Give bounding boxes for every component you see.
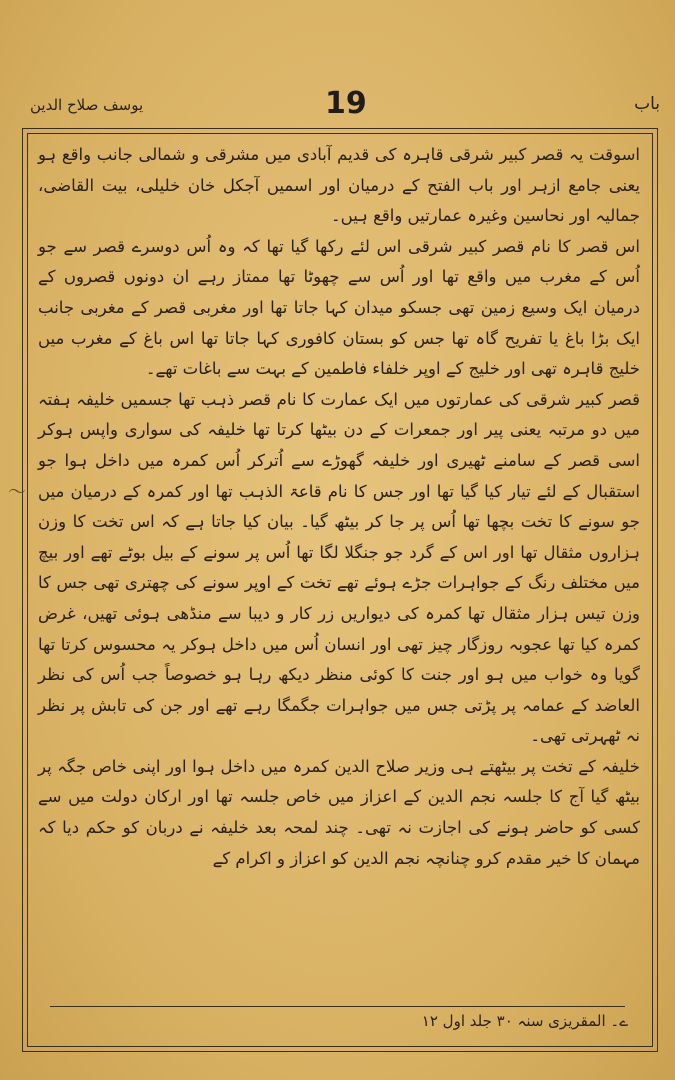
book-title: یوسف صلاح الدین <box>30 96 144 114</box>
paragraph: قصر کبیر شرقی کی عمارتوں میں ایک عمارت کا نام قصر ذہب تھا جسمیں خلیفہ ہفتہ میں دو مرتبہ یعنی پیر اور جمعرات کے دن بیٹھا کرتا تھا خلیفہ کی سواری واپس ہوکر اسی قصر کے سامنے ٹھیری اور خلیفہ گھوڑے سے اُترکر اُس کمرہ میں داخل ہوا جو استقبال کے لئے تیار کیا گیا تھا اور جس کا نام قاعۃ الذہب تھا اور کمرہ کے درمیان میں جو سونے کا تخت بچھا تھا اُس پر جا کر بیٹھ گیا۔ بیان کیا جاتا ہے کہ اس تخت کا وزن ہزاروں مثقال تھا اور اس کے گرد جو جنگلا لگا تھا اُس پر سونے کے بیل بوٹے تھے اور بیچ میں مختلف رنگ کے جواہرات جڑے ہوئے تھے تخت کے اوپر سونے کی چھتری تھی جس کا وزن تیس ہزار مثقال تھا کمرہ کی دیواریں زر کار و دیبا سے منڈھی ہوئی تھیں، غرض کمرہ کیا تھا عجوبہ روزگار چیز تھی اور انسان اُس میں داخل ہوکر یہ محسوس کرتا تھا گویا وہ خواب میں ہو اور جنت کا کوئی منظر دیکھ رہا ہو خصوصاً جب اُس کی نظر العاضد کے عمامہ پر پڑتی جس میں جواہرات جگمگا رہے تھے اور جن کی تابش پر نظر نہ ٹھہرتی تھی۔ <box>38 389 640 746</box>
paragraph: خلیفہ کے تخت پر بیٹھتے ہی وزیر صلاح الدین کمرہ میں داخل ہوا اور اپنی خاص جگہ پر بیٹھ گیا آج کا جلسہ نجم الدین کے اعزاز میں خاص جلسہ تھا اور ارکان دولت میں سے کسی کو حاضر ہونے کی اجازت نہ تھی۔ چند لمحہ بعد خلیفہ نے دربان کو حکم دیا کہ مہمان کا خیر مقدم کرو چنانچہ نجم الدین کو اعزاز و اکرام کے <box>38 756 640 868</box>
footnote: ے۔ المقریزی سنہ ۳۰ جلد اول ۱۲ <box>421 1012 628 1030</box>
paragraph: اسوقت یہ قصر کبیر شرقی قاہرہ کی قدیم آبادی میں مشرقی و شمالی جانب واقع ہو یعنی جامع ازہر اور باب الفتح کے درمیان اور اسمیں آجکل خان خلیلی، بیت القاضی، جمالیہ اور نحاسین وغیرہ عمارتیں واقع ہیں۔ <box>38 145 640 226</box>
page-header <box>20 86 660 126</box>
footnote-divider <box>50 1006 625 1007</box>
margin-pen-mark: 〜 <box>8 482 26 503</box>
page-number: 19 <box>325 86 367 121</box>
body-text <box>38 140 640 874</box>
paragraph: اس قصر کا نام قصر کبیر شرقی اس لئے رکھا گیا تھا کہ وہ اُس دوسرے قصر سے جو اُس کے مغرب میں واقع تھا اور اُس سے چھوٹا تھا ممتاز رہے ان دونوں قصروں کے درمیان ایک وسیع زمین تھی جسکو میدان کہا جاتا تھا اور مغربی قصر کے مغربی جانب ایک بڑا باغ یا تفریح گاہ تھا جس کو بستان کافوری کہا جاتا تھا اس باغ کے مغرب میں خلیج قاہرہ تھی اور خلیج کے اوپر خلفاء فاطمین کے بہت سے باغات تھے۔ <box>38 236 640 379</box>
chapter-label: باب <box>634 94 660 114</box>
